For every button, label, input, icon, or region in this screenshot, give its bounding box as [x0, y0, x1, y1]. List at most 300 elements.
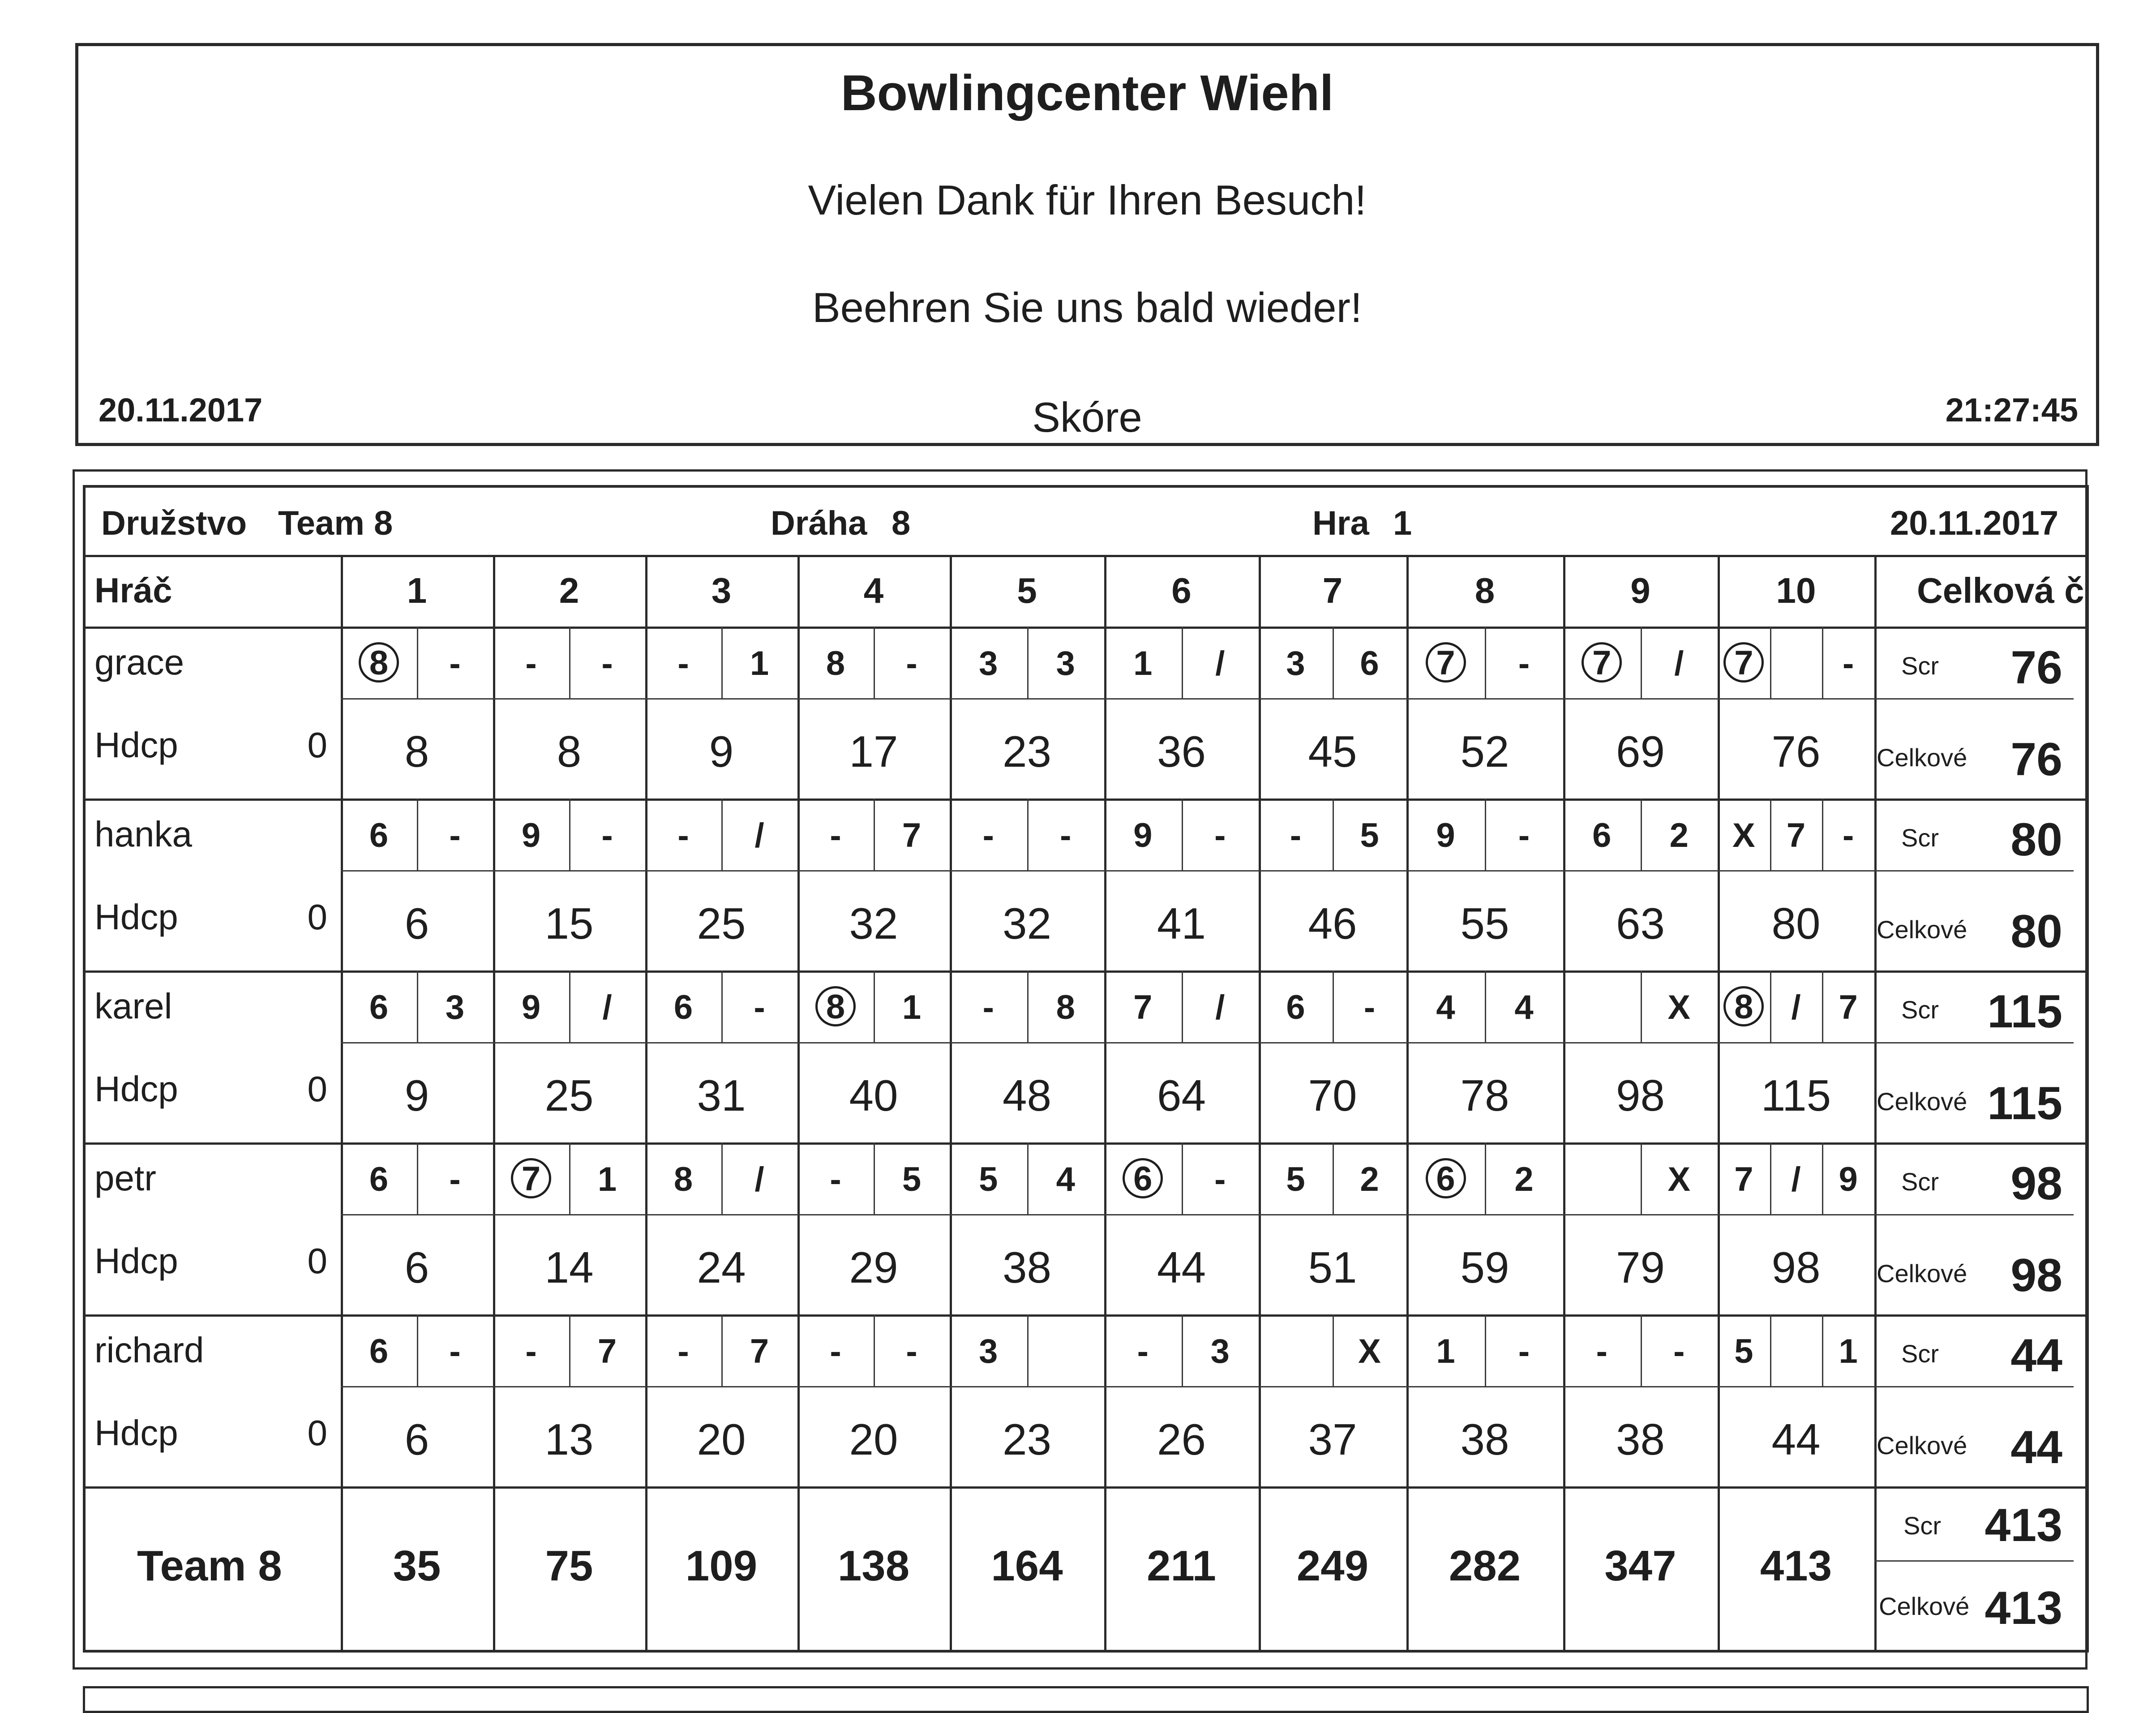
roll-mark: X — [1732, 816, 1755, 854]
cumulative-score: 32 — [849, 899, 898, 948]
roll-mark: 7 — [750, 1332, 769, 1370]
grid-line — [1485, 627, 1486, 698]
grid-line — [721, 799, 723, 870]
roll-mark: 7 — [1839, 988, 1858, 1026]
next-section-frame — [83, 1686, 2089, 1713]
roll-mark: 7 — [1786, 816, 1806, 854]
split-circle-mark: 7 — [1426, 642, 1466, 683]
grid-line — [569, 1314, 570, 1386]
roll-mark: - — [1060, 816, 1072, 854]
roll-mark: 3 — [979, 644, 998, 683]
scratch-score: 76 — [2010, 642, 2062, 694]
total-label: Celkové — [1877, 743, 1967, 772]
grid-line — [1333, 799, 1334, 870]
cumulative-score: 69 — [1616, 727, 1665, 776]
grid-line — [721, 1142, 723, 1214]
total-score: 80 — [2010, 906, 2062, 957]
roll-mark: 2 — [1669, 816, 1689, 854]
grid-line — [1333, 627, 1334, 698]
frame-number-3: 3 — [711, 571, 732, 610]
roll-mark: 8 — [673, 1160, 693, 1198]
roll-mark — [1116, 1158, 1170, 1198]
roll-mark — [809, 986, 862, 1026]
roll-mark: 6 — [369, 1332, 389, 1370]
sheet-title: Skóre — [1032, 394, 1142, 441]
roll-mark: X — [1667, 1160, 1691, 1198]
split-circle-mark: 6 — [1426, 1158, 1466, 1198]
roll-mark: 7 — [597, 1332, 617, 1370]
roll-mark: - — [906, 644, 917, 683]
total-label: Celkové — [1877, 1259, 1967, 1288]
cumulative-score: 48 — [1002, 1071, 1051, 1120]
team-total-label: Team 8 — [137, 1542, 282, 1590]
cumulative-score: 23 — [1002, 1415, 1051, 1464]
cumulative-score: 25 — [697, 899, 746, 948]
roll-mark: - — [1673, 1332, 1685, 1370]
roll-mark: 6 — [369, 816, 389, 854]
roll-mark: 1 — [597, 1160, 617, 1198]
roll-mark: - — [1518, 816, 1530, 854]
scratch-score: 115 — [1987, 986, 2062, 1038]
grid-line — [341, 1386, 2074, 1387]
roll-mark: 7 — [1133, 988, 1153, 1026]
cumulative-score: 15 — [544, 899, 594, 948]
grid-line — [1641, 627, 1642, 698]
grid-line — [86, 1142, 2087, 1145]
cumulative-score: 76 — [1771, 727, 1821, 776]
player-name: richard — [94, 1330, 204, 1370]
receipt-header — [75, 43, 2099, 446]
grid-line — [1027, 799, 1029, 870]
split-circle-mark: 6 — [1123, 1158, 1163, 1198]
cumulative-score: 31 — [697, 1071, 746, 1120]
game-date: 20.11.2017 — [1890, 504, 2059, 542]
team-cumulative-score: 35 — [393, 1542, 441, 1590]
roll-mark: 3 — [1056, 644, 1075, 683]
roll-mark: 5 — [1286, 1160, 1305, 1198]
roll-mark: 7 — [902, 816, 922, 854]
player-name: hanka — [94, 814, 192, 854]
handicap-value: 0 — [307, 1413, 327, 1453]
split-circle-mark: 8 — [1723, 986, 1764, 1026]
handicap-label: Hdcp — [94, 725, 178, 765]
grid-line — [86, 799, 2087, 801]
grid-line — [569, 799, 570, 870]
cumulative-score: 32 — [1002, 899, 1051, 948]
roll-mark: 3 — [1286, 644, 1305, 683]
cumulative-score: 40 — [849, 1071, 898, 1120]
grid-line — [1333, 970, 1334, 1042]
cumulative-score: 38 — [1460, 1415, 1509, 1464]
cumulative-score: 20 — [697, 1415, 746, 1464]
frame-number-7: 7 — [1322, 571, 1343, 610]
grid-line — [1485, 1314, 1486, 1386]
roll-mark — [1575, 642, 1629, 683]
cumulative-score: 80 — [1771, 899, 1821, 948]
grid-line — [721, 627, 723, 698]
roll-mark: / — [1674, 644, 1684, 683]
cumulative-score: 78 — [1460, 1071, 1509, 1120]
grid-line — [1182, 970, 1183, 1042]
frame-number-5: 5 — [1017, 571, 1037, 610]
roll-mark: 5 — [1360, 816, 1379, 854]
cumulative-score: 44 — [1157, 1243, 1206, 1292]
grid-line — [1406, 555, 1409, 1650]
roll-mark — [352, 642, 406, 683]
grid-line — [950, 555, 952, 1650]
grid-line — [1641, 1314, 1642, 1386]
player-name: karel — [94, 986, 172, 1026]
grid-line — [874, 1142, 875, 1214]
scratch-label: Scr — [1901, 1339, 1939, 1368]
grid-line — [1718, 555, 1720, 1650]
roll-mark: / — [1215, 644, 1225, 683]
team-cumulative-score: 347 — [1604, 1542, 1676, 1590]
roll-mark: 6 — [369, 1160, 389, 1198]
grid-line — [1874, 1560, 2074, 1562]
roll-mark: 1 — [750, 644, 769, 683]
team-scratch-label: Scr — [1903, 1511, 1941, 1540]
grid-line — [1485, 799, 1486, 870]
roll-mark: 4 — [1056, 1160, 1075, 1198]
cumulative-score: 45 — [1308, 727, 1357, 776]
print-time: 21:27:45 — [1945, 391, 2078, 429]
lane-label: Dráha — [771, 504, 867, 542]
grid-line — [86, 555, 2087, 557]
cumulative-score: 46 — [1308, 899, 1357, 948]
grid-line — [493, 555, 495, 1650]
roll-mark: 2 — [1514, 1160, 1534, 1198]
roll-mark: 5 — [979, 1160, 998, 1198]
thanks-message: Vielen Dank für Ihren Besuch! — [808, 176, 1367, 223]
cumulative-score: 6 — [404, 1415, 429, 1464]
roll-mark: X — [1358, 1332, 1381, 1370]
roll-mark: 3 — [445, 988, 465, 1026]
roll-mark: / — [754, 816, 764, 854]
roll-mark: - — [906, 1332, 917, 1370]
cumulative-score: 64 — [1157, 1071, 1206, 1120]
roll-mark: - — [525, 1332, 537, 1370]
grid-line — [1182, 1314, 1183, 1386]
team-cumulative-score: 109 — [685, 1542, 758, 1590]
roll-mark: - — [754, 988, 765, 1026]
grid-line — [417, 799, 418, 870]
cumulative-score: 38 — [1002, 1243, 1051, 1292]
grid-line — [1027, 970, 1029, 1042]
cumulative-score: 70 — [1308, 1071, 1357, 1120]
roll-mark — [504, 1158, 558, 1198]
grid-line — [1641, 970, 1642, 1042]
roll-mark: 9 — [1436, 816, 1455, 854]
player-name: grace — [94, 642, 184, 682]
split-circle-mark: 8 — [359, 642, 399, 683]
roll-mark: / — [602, 988, 612, 1026]
cumulative-score: 59 — [1460, 1243, 1509, 1292]
scratch-score: 80 — [2010, 814, 2062, 866]
cumulative-score: 38 — [1616, 1415, 1665, 1464]
cumulative-score: 98 — [1616, 1071, 1665, 1120]
grid-line — [874, 627, 875, 698]
roll-mark: - — [830, 816, 841, 854]
roll-mark: 6 — [1360, 644, 1379, 683]
roll-mark: - — [1214, 816, 1226, 854]
team-cumulative-score: 138 — [837, 1542, 910, 1590]
roll-mark: 2 — [1360, 1160, 1379, 1198]
roll-mark: 8 — [1056, 988, 1075, 1026]
grid-line — [1027, 627, 1029, 698]
roll-mark: - — [1843, 644, 1854, 683]
roll-mark: - — [1137, 1332, 1149, 1370]
roll-mark: 6 — [1286, 988, 1305, 1026]
grid-line — [1485, 970, 1486, 1042]
lane-number: 8 — [892, 504, 911, 542]
cumulative-score: 9 — [709, 727, 734, 776]
grid-line — [721, 970, 723, 1042]
roll-mark: - — [830, 1160, 841, 1198]
frame-number-9: 9 — [1630, 571, 1650, 610]
cumulative-score: 6 — [404, 899, 429, 948]
frame-number-2: 2 — [559, 571, 579, 610]
roll-mark: / — [1791, 1160, 1801, 1198]
team-scratch-score: 413 — [1985, 1499, 2062, 1551]
cumulative-score: 37 — [1308, 1415, 1357, 1464]
total-score: 98 — [2010, 1249, 2062, 1301]
roll-mark: 9 — [521, 816, 541, 854]
roll-mark: 4 — [1514, 988, 1534, 1026]
cumulative-score: 63 — [1616, 899, 1665, 948]
handicap-value: 0 — [307, 725, 327, 765]
roll-mark: 1 — [902, 988, 922, 1026]
grid-line — [1182, 1142, 1183, 1214]
frame-number-6: 6 — [1171, 571, 1192, 610]
player-column-header: Hráč — [94, 571, 172, 610]
cumulative-score: 26 — [1157, 1415, 1206, 1464]
team-cumulative-score: 282 — [1449, 1542, 1521, 1590]
roll-mark: 9 — [1839, 1160, 1858, 1198]
roll-mark: - — [449, 816, 461, 854]
cumulative-score: 14 — [544, 1243, 594, 1292]
frame-number-4: 4 — [863, 571, 884, 610]
roll-mark: 5 — [1734, 1332, 1753, 1370]
total-score: 76 — [2010, 734, 2062, 786]
roll-mark — [1717, 642, 1770, 683]
scoresheet-table — [83, 485, 2089, 1653]
roll-mark: 6 — [673, 988, 693, 1026]
grid-line — [417, 970, 418, 1042]
cumulative-score: 8 — [404, 727, 429, 776]
roll-mark: 1 — [1133, 644, 1153, 683]
roll-mark: - — [601, 816, 613, 854]
roll-mark: 1 — [1839, 1332, 1858, 1370]
grid-line — [341, 1042, 2074, 1043]
team-cumulative-score: 413 — [1760, 1542, 1832, 1590]
roll-mark: - — [1290, 816, 1302, 854]
cumulative-score: 25 — [544, 1071, 594, 1120]
grid-line — [86, 1486, 2087, 1489]
grid-line — [1485, 1142, 1486, 1214]
roll-mark — [1717, 986, 1770, 1026]
grid-line — [1333, 1142, 1334, 1214]
cumulative-score: 24 — [697, 1243, 746, 1292]
total-label: Celkové — [1877, 1087, 1967, 1116]
handicap-label: Hdcp — [94, 1069, 178, 1109]
roll-mark: 9 — [1133, 816, 1153, 854]
roll-mark: - — [982, 988, 994, 1026]
handicap-value: 0 — [307, 897, 327, 937]
grid-line — [1182, 799, 1183, 870]
team-label: Družstvo — [101, 504, 247, 542]
grid-line — [341, 698, 2074, 700]
total-column-header: Celková č — [1917, 571, 2084, 610]
team-cumulative-score: 249 — [1296, 1542, 1369, 1590]
game-label: Hra — [1312, 504, 1369, 542]
grid-line — [1027, 1142, 1029, 1214]
grid-line — [1641, 1142, 1642, 1214]
team-total-label-celkove: Celkové — [1879, 1592, 1970, 1620]
roll-mark: 3 — [979, 1332, 998, 1370]
grid-line — [874, 799, 875, 870]
print-date: 20.11.2017 — [99, 391, 263, 429]
grid-line — [645, 555, 647, 1650]
grid-line — [417, 1314, 418, 1386]
cumulative-score: 36 — [1157, 727, 1206, 776]
total-label: Celkové — [1877, 1431, 1967, 1460]
roll-mark: - — [830, 1332, 841, 1370]
roll-mark: / — [754, 1160, 764, 1198]
cumulative-score: 20 — [849, 1415, 898, 1464]
grid-line — [341, 870, 2074, 872]
roll-mark: 7 — [1734, 1160, 1753, 1198]
roll-mark: 8 — [826, 644, 845, 683]
cumulative-score: 29 — [849, 1243, 898, 1292]
roll-mark: - — [1518, 644, 1530, 683]
roll-mark: - — [1214, 1160, 1226, 1198]
roll-mark: X — [1667, 988, 1691, 1026]
roll-mark: 6 — [369, 988, 389, 1026]
roll-mark: 5 — [902, 1160, 922, 1198]
grid-line — [417, 1142, 418, 1214]
grid-line — [797, 555, 800, 1650]
grid-line — [341, 1214, 2074, 1215]
cumulative-score: 23 — [1002, 727, 1051, 776]
cumulative-score: 6 — [404, 1243, 429, 1292]
team-cumulative-score: 211 — [1147, 1542, 1216, 1590]
game-number: 1 — [1393, 504, 1412, 542]
split-circle-mark: 7 — [1723, 642, 1764, 683]
roll-mark: 1 — [1436, 1332, 1455, 1370]
roll-mark: / — [1215, 988, 1225, 1026]
frame-number-1: 1 — [407, 571, 427, 610]
roll-mark: - — [677, 1332, 689, 1370]
roll-mark: 3 — [1210, 1332, 1230, 1370]
roll-mark: 4 — [1436, 988, 1455, 1026]
frame-number-8: 8 — [1474, 571, 1495, 610]
cumulative-score: 55 — [1460, 899, 1509, 948]
roll-mark: - — [449, 1332, 461, 1370]
roll-mark: 9 — [521, 988, 541, 1026]
roll-mark: - — [1518, 1332, 1530, 1370]
frame-number-10: 10 — [1776, 571, 1816, 610]
roll-mark — [1419, 1158, 1473, 1198]
grid-line — [86, 970, 2087, 973]
grid-line — [874, 1314, 875, 1386]
venue-name: Bowlingcenter Wiehl — [840, 65, 1334, 121]
roll-mark: - — [1596, 1332, 1607, 1370]
cumulative-score: 51 — [1308, 1243, 1357, 1292]
team-total-score: 413 — [1985, 1582, 2062, 1634]
roll-mark: - — [982, 816, 994, 854]
cumulative-score: 79 — [1616, 1243, 1665, 1292]
roll-mark: - — [1843, 816, 1854, 854]
roll-mark — [1419, 642, 1473, 683]
team-name: Team 8 — [278, 504, 393, 542]
grid-line — [1563, 555, 1565, 1650]
cumulative-score: 98 — [1771, 1243, 1821, 1292]
roll-mark: - — [677, 644, 689, 683]
scratch-label: Scr — [1901, 824, 1939, 852]
grid-line — [569, 1142, 570, 1214]
grid-line — [874, 970, 875, 1042]
grid-line — [569, 970, 570, 1042]
grid-line — [1333, 1314, 1334, 1386]
cumulative-score: 52 — [1460, 727, 1509, 776]
cumulative-score: 8 — [557, 727, 582, 776]
total-score: 44 — [2010, 1421, 2062, 1473]
grid-line — [86, 1314, 2087, 1317]
cumulative-score: 41 — [1157, 899, 1206, 948]
total-label: Celkové — [1877, 915, 1967, 944]
grid-line — [1641, 799, 1642, 870]
team-cumulative-score: 164 — [991, 1542, 1063, 1590]
grid-line — [417, 627, 418, 698]
grid-line — [569, 627, 570, 698]
roll-mark: - — [449, 644, 461, 683]
roll-mark: 6 — [1592, 816, 1612, 854]
cumulative-score: 13 — [544, 1415, 594, 1464]
handicap-value: 0 — [307, 1069, 327, 1109]
scratch-label: Scr — [1901, 996, 1939, 1024]
grid-line — [721, 1314, 723, 1386]
cumulative-score: 9 — [404, 1071, 429, 1120]
player-name: petr — [94, 1158, 156, 1198]
grid-line — [341, 555, 343, 1650]
split-circle-mark: 8 — [815, 986, 856, 1026]
roll-mark: - — [449, 1160, 461, 1198]
split-circle-mark: 7 — [1582, 642, 1622, 683]
roll-mark: - — [1363, 988, 1376, 1026]
roll-mark: - — [601, 644, 613, 683]
cumulative-score: 17 — [849, 727, 898, 776]
scratch-score: 98 — [2010, 1158, 2062, 1210]
roll-mark: - — [677, 816, 689, 854]
handicap-value: 0 — [307, 1241, 327, 1281]
team-cumulative-score: 75 — [545, 1542, 593, 1590]
grid-line — [1027, 1314, 1029, 1386]
cumulative-score: 44 — [1771, 1415, 1821, 1464]
scratch-label: Scr — [1901, 652, 1939, 680]
grid-line — [86, 627, 2087, 629]
roll-mark: - — [525, 644, 537, 683]
handicap-label: Hdcp — [94, 1241, 178, 1281]
split-circle-mark: 7 — [511, 1158, 551, 1198]
grid-line — [1182, 627, 1183, 698]
scratch-score: 44 — [2010, 1330, 2062, 1382]
grid-line — [1104, 555, 1106, 1650]
handicap-label: Hdcp — [94, 1413, 178, 1453]
comeback-message: Beehren Sie uns bald wieder! — [812, 284, 1362, 331]
scratch-label: Scr — [1901, 1168, 1939, 1196]
cumulative-score: 115 — [1761, 1071, 1831, 1120]
